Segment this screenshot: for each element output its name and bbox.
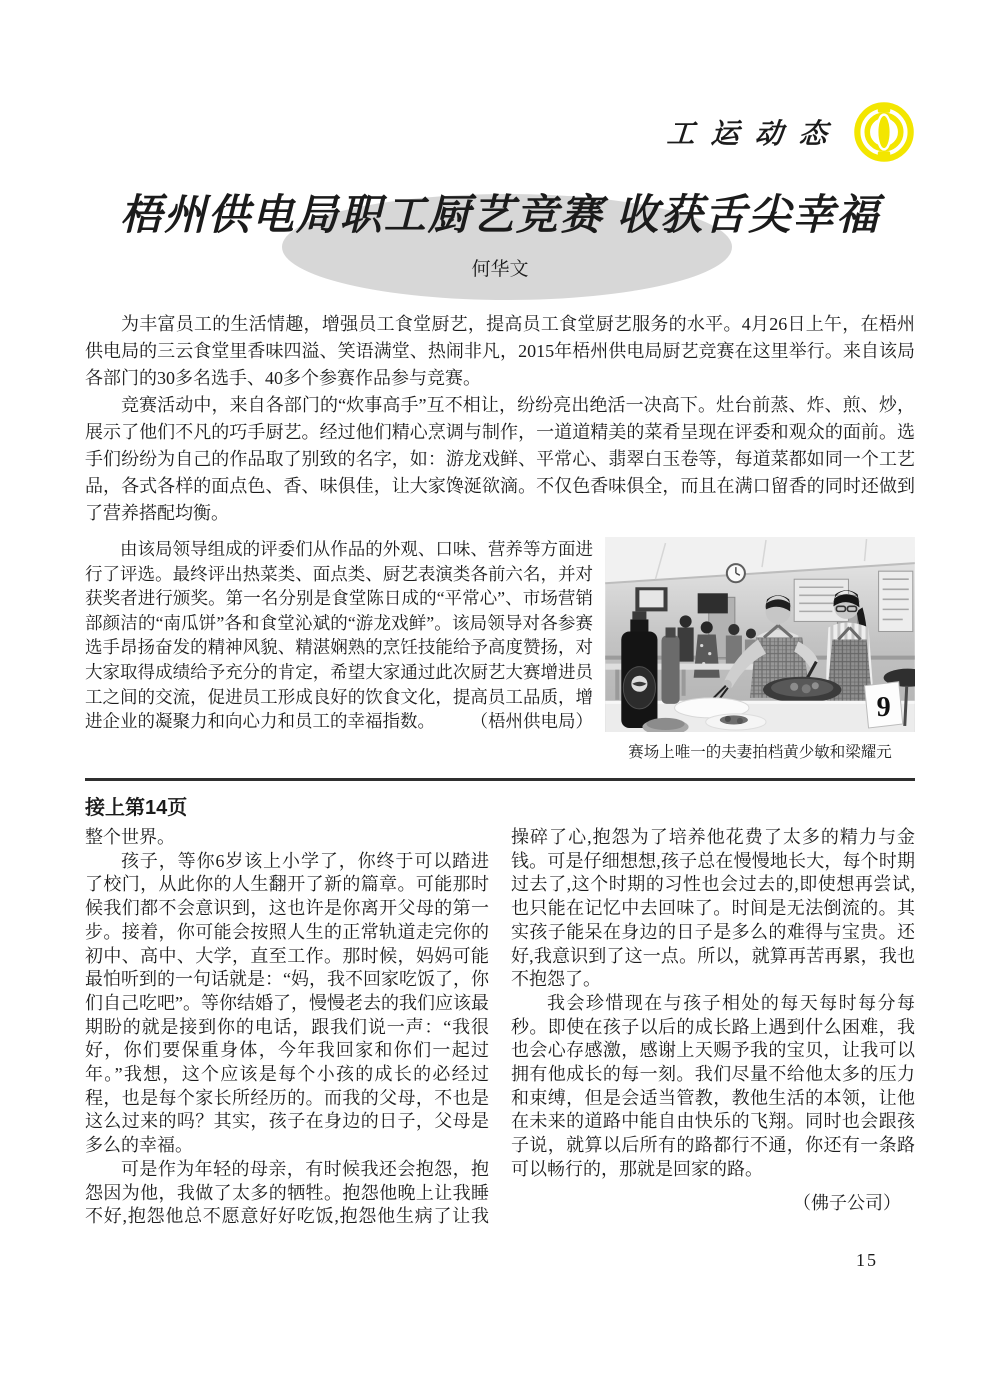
contest-photo [605, 537, 915, 732]
article-attribution: （梧州供电局） [470, 711, 593, 732]
page-header [85, 100, 915, 164]
article-title: 梧州供电局职工厨艺竞赛 收获舌尖幸福 [119, 193, 881, 239]
article-continuation [85, 791, 915, 1230]
paragraph: 孩子，等你6岁该上小学了，你终于可以踏进了校门，从此你的人生翻开了新的篇章。可能那时候我们都不会意识到，这也许是你离开父母的第一步。接着，你可能会按照人生的正常轨道走完你的初中、高中、大学，直至工作。那时候，妈妈可能最怕听到的一句话就是：“妈，我不回家吃饭了，你们自己吃吧”。等你结婚了，慢慢老去的我们应该最期盼的就是接到你的电话，跟我们说一声：“我很好，你们要保重身体，今年我回家和你们一起过年。”我想，这个应该是每个小孩的成长的必经过程，也是每个家长所经历的。而我的父母，不也是这么过来的吗？其实，孩子在身边的日子，父母是多么的幸福。 [85, 850, 489, 1156]
trade-union-logo-icon [853, 101, 915, 163]
paragraph: 为丰富员工的生活情趣，增强员工食堂厨艺，提高员工食堂厨艺服务的水平。4月26日上午，在梧州供电局的三云食堂里香味四溢、笑语满堂、热闹非凡，2015年梧州供电局厨艺竞赛在这里举行。来自该局各部门的30多名选手、40多个参赛作品参与竞赛。 [85, 314, 915, 388]
article-attribution: （佛子公司） [793, 1192, 901, 1213]
continued-from-note: 接上第14页 [85, 797, 188, 819]
page-content [85, 0, 915, 1230]
paragraph: 可是作为年轻的母亲，有时候我还会抱怨，抱怨因为他，我做了太多的牺牲。抱怨他晚上让我睡不好,抱怨他总不愿意好好吃饭,抱怨他生病了让我操碎了心,抱怨为了培养他花费了太多的精力与金钱。可是仔细想想,孩子总在慢慢地长大，每个时期过去了,这个时期的习性也会过去的,即使想再尝试,也只能在记忆中去回味了。时间是无法倒流的。其实孩子能呆在身边的日子是多么的难得与宝贵。还好,我意识到了这一点。所以，就算再苦再累，我也不抱怨了。 [85, 827, 915, 1227]
article-cooking-contest [85, 180, 915, 762]
contest-photo-figure [605, 537, 915, 762]
paragraph: 我会珍惜现在与孩子相处的每天每时每分每秒。即使在孩子以后的成长路上遇到什么困难，我也会心存感激，感谢上天赐予我的宝贝，让我可以拥有他成长的每一刻。我们尽量不给他太多的压力和束缚，但是会适当管教，教他生活的本领，让他在未来的道路中能自由快乐的飞翔。同时也会跟孩子说，就算以后所有的路都行不通，你还有一条路可以畅行的，那就是回家的路。 [511, 992, 915, 1179]
article-left-column [85, 537, 593, 762]
section-title: 工运动态 [665, 119, 844, 150]
paragraph: 竞赛活动中，来自各部门的“炊事高手”互不相让，纷纷亮出绝活一决高下。灶台前蒸、炸、煎、炒，展示了他们不凡的巧手厨艺。经过他们精心烹调与制作，一道道精美的菜肴呈现在评委和观众的面前。选手们纷纷为自己的作品取了别致的名字，如：游龙戏鲜、平常心、翡翠白玉卷等，每道菜都如同一个工艺品，各式各样的面点色、香、味俱佳，让大家馋涎欲滴。不仅色香味俱全，而且在满口留香的同时还做到了营养搭配均衡。 [85, 395, 915, 523]
paragraph: 由该局领导组成的评委们从作品的外观、口味、营养等方面进行了评选。最终评出热菜类、面点类、厨艺表演类各前六名，并对获奖者进行颁奖。第一名分别是食堂陈日成的“平常心”、市场营销部颜洁的“南瓜饼”各和食堂沁斌的“游龙戏鲜”。该局领导对各参赛选手昂扬奋发的精神风貌、精湛娴熟的烹饪技能给予高度赞扬，对大家取得成绩给予充分的肯定，希望大家通过此次厨艺大赛增进员工之间的交流，促进员工形成良好的饮食文化，提高员工品质，增进企业的凝聚力和向心力和员工的幸福指数。 [85, 539, 593, 732]
paragraph: 整个世界。 [85, 827, 175, 847]
photo-number-card: 9 [876, 691, 891, 723]
article-body [85, 311, 915, 527]
page-number: 15 [856, 1250, 878, 1270]
photo-caption: 赛场上唯一的夫妻拍档黄少敏和梁耀元 [628, 744, 892, 761]
title-block [85, 180, 915, 302]
article-lower-row [85, 537, 915, 762]
section-divider [85, 778, 915, 781]
continuation-columns [85, 826, 915, 1230]
article-author: 何华文 [471, 259, 529, 280]
